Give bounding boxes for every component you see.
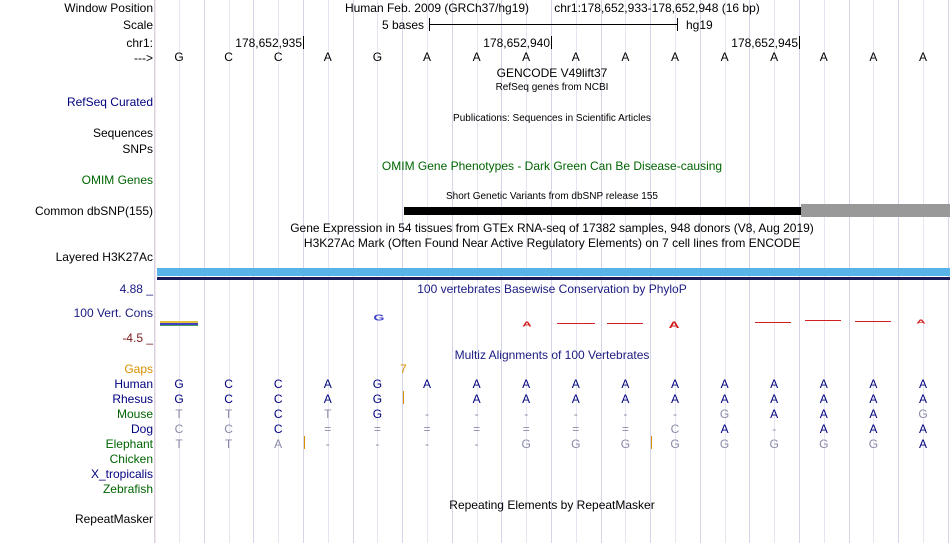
alignment-base: T: [175, 437, 183, 451]
cons-glyph-1a: [160, 321, 198, 323]
alignment-base: A: [770, 392, 779, 406]
cons-glyph-a1: A: [522, 321, 532, 329]
alignment-base: T: [175, 407, 183, 421]
omim-genes-label[interactable]: OMIM Genes: [81, 173, 153, 187]
alignment-base: A: [869, 377, 878, 391]
scale-bar: [429, 24, 678, 25]
alignment-base: A: [571, 392, 580, 406]
alignment-base: A: [770, 377, 779, 391]
species-label-human[interactable]: Human: [114, 377, 153, 391]
alignment-base: A: [274, 437, 283, 451]
reference-base: G: [372, 50, 383, 64]
reference-base: A: [571, 50, 580, 64]
alignment-base: A: [323, 377, 332, 391]
common-dbsnp-label[interactable]: Common dbSNP(155): [34, 204, 153, 218]
alignment-base: A: [819, 377, 828, 391]
alignment-base: -: [375, 437, 380, 451]
alignment-base: G: [918, 407, 928, 421]
refseq-curated-label[interactable]: RefSeq Curated: [66, 95, 153, 109]
alignment-base: A: [422, 377, 431, 391]
alignment-base: G: [670, 437, 680, 451]
reference-base: A: [670, 50, 679, 64]
alignment-base: =: [621, 422, 629, 436]
alignment-base: =: [522, 422, 530, 436]
alignment-base: A: [918, 392, 927, 406]
cons-glyph-a4: A: [668, 319, 680, 330]
repeatmasker-label[interactable]: RepeatMasker: [74, 512, 153, 526]
conservation-max-label: 4.88 _: [119, 282, 153, 296]
alignment-base: -: [573, 407, 578, 421]
h3k27ac-baseline: [157, 277, 950, 280]
strand-arrow-icon: --->: [134, 51, 153, 65]
alignment-base: A: [918, 422, 927, 436]
alignment-base: A: [522, 392, 531, 406]
scale-label: Scale: [122, 18, 153, 32]
alignment-base: G: [868, 437, 879, 451]
species-label-rhesus[interactable]: Rhesus: [112, 392, 153, 406]
reference-base: G: [174, 50, 184, 64]
alignment-base: G: [769, 437, 779, 451]
scale-right-tick: [677, 18, 678, 31]
reference-base: A: [770, 50, 779, 64]
alignment-base: -: [772, 422, 777, 436]
alignment-base: A: [819, 407, 828, 421]
scale-db-label: hg19: [686, 18, 713, 32]
alignment-base: T: [224, 407, 233, 421]
cons-glyph-1c: [160, 325, 198, 326]
gap-marker-rhesus: [403, 391, 404, 404]
alignment-base: G: [174, 377, 184, 391]
position-tick-3: [799, 36, 800, 49]
refseq-track-title[interactable]: RefSeq genes from NCBI: [495, 82, 609, 93]
cons-glyph-a6: [805, 320, 841, 321]
reference-base: A: [422, 50, 431, 64]
gtex-track-title[interactable]: Gene Expression in 54 tissues from GTEx RNA-seq of 17382 samples, 948 donors (V8, Aug 2019): [290, 221, 814, 235]
cons-glyph-a8: A: [916, 318, 926, 326]
h3k27ac-track-title[interactable]: H3K27Ac Mark (Often Found Near Active Regulatory Elements) on 7 cell lines from ENCODE: [303, 236, 801, 250]
reference-base: A: [621, 50, 630, 64]
alignment-base: C: [174, 422, 184, 436]
alignment-base: A: [323, 392, 332, 406]
reference-base: A: [472, 50, 481, 64]
alignment-base: C: [273, 392, 283, 406]
dbsnp-feature-gray[interactable]: [801, 204, 950, 217]
alignment-base: -: [524, 407, 529, 421]
reference-base: A: [869, 50, 878, 64]
position-label-3: 178,652,945: [731, 36, 798, 50]
cons-glyph-a2: [557, 323, 595, 324]
alignment-base: A: [720, 377, 729, 391]
alignment-base: G: [620, 437, 631, 451]
alignment-base: -: [623, 407, 628, 421]
window-position-label: Window Position: [64, 1, 153, 15]
omim-track-title[interactable]: OMIM Gene Phenotypes - Dark Green Can Be Disease-causing: [381, 159, 723, 173]
dbsnp-track-title[interactable]: Short Genetic Variants from dbSNP release 155: [446, 191, 658, 202]
alignment-base: C: [273, 422, 283, 436]
dbsnp-feature-black[interactable]: [404, 207, 801, 215]
position-tick-2: [551, 36, 552, 49]
assembly-label: Human Feb. 2009 (GRCh37/hg19): [344, 1, 530, 15]
cons-glyph-1b: [160, 323, 198, 325]
species-label-mouse[interactable]: Mouse: [116, 407, 153, 421]
alignment-base: =: [572, 422, 580, 436]
cons-glyph-g: G: [373, 314, 385, 323]
gap-marker-elephant-2: [651, 436, 652, 449]
alignment-base: C: [273, 377, 283, 391]
alignment-base: A: [720, 422, 729, 436]
alignment-base: G: [372, 407, 383, 421]
alignment-base: A: [819, 422, 828, 436]
h3k27ac-signal-bar: [157, 268, 950, 276]
species-label-zebrafish[interactable]: Zebrafish: [102, 482, 153, 496]
alignment-base: A: [819, 392, 828, 406]
alignment-base: G: [372, 377, 383, 391]
scale-bases-text: 5 bases: [381, 18, 425, 32]
alignment-base: G: [719, 407, 730, 421]
alignment-base: C: [224, 422, 233, 436]
multiz-track-title[interactable]: Multiz Alignments of 100 Vertebrates: [454, 348, 650, 362]
alignment-base: A: [472, 392, 481, 406]
gap-marker-elephant-1: [304, 436, 305, 449]
alignment-base: A: [720, 392, 729, 406]
alignment-base: G: [174, 392, 184, 406]
conservation-track-title[interactable]: 100 vertebrates Basewise Conservation by PhyloP: [417, 282, 687, 296]
position-label-2: 178,652,940: [483, 36, 550, 50]
alignment-base: =: [473, 422, 481, 436]
alignment-base: =: [423, 422, 431, 436]
window-range: chr1:178,652,933-178,652,948 (16 bp): [554, 1, 760, 15]
reference-base: A: [819, 50, 828, 64]
alignment-base: T: [224, 437, 233, 451]
species-label-chicken[interactable]: Chicken: [109, 452, 153, 466]
reference-base: C: [273, 50, 283, 64]
reference-base: A: [720, 50, 729, 64]
alignment-base: A: [918, 437, 927, 451]
chrom-label: chr1:: [126, 36, 153, 50]
alignment-base: A: [670, 377, 679, 391]
alignment-base: -: [325, 437, 330, 451]
alignment-base: C: [670, 422, 680, 436]
alignment-base: =: [324, 422, 332, 436]
position-label-1: 178,652,935: [235, 36, 302, 50]
alignment-base: A: [869, 407, 878, 421]
gencode-track-title[interactable]: GENCODE V49lift37: [496, 66, 608, 80]
alignment-base: A: [621, 392, 630, 406]
alignment-base: A: [770, 407, 779, 421]
alignment-base: =: [373, 422, 381, 436]
alignment-base: -: [673, 407, 677, 421]
alignment-base: A: [571, 377, 580, 391]
cons-glyph-a3: [607, 323, 643, 324]
alignment-base: G: [819, 437, 829, 451]
repeatmasker-track-title[interactable]: Repeating Elements by RepeatMasker: [449, 498, 655, 512]
reference-base: C: [224, 50, 233, 64]
layered-h3k27ac-label[interactable]: Layered H3K27Ac: [55, 250, 153, 264]
alignment-base: A: [869, 392, 878, 406]
cons-glyph-a7: [855, 321, 891, 322]
alignment-base: -: [425, 407, 429, 421]
alignment-base: G: [571, 437, 581, 451]
sequences-label[interactable]: Sequences: [92, 126, 153, 140]
alignment-base: G: [372, 392, 383, 406]
conservation-min-label: -4.5 _: [122, 331, 153, 345]
reference-base: A: [323, 50, 332, 64]
reference-base: A: [918, 50, 927, 64]
alignment-base: -: [425, 437, 429, 451]
gaps-value: 7: [400, 362, 407, 376]
alignment-base: A: [918, 377, 927, 391]
alignment-base: T: [324, 407, 332, 421]
cons-glyph-a5: [755, 322, 791, 323]
alignment-base: C: [224, 392, 233, 406]
gaps-label[interactable]: Gaps: [124, 362, 153, 376]
alignment-base: G: [719, 437, 730, 451]
reference-base: A: [522, 50, 531, 64]
species-label-x_tropicalis[interactable]: X_tropicalis: [90, 467, 153, 481]
species-label-elephant[interactable]: Elephant: [105, 437, 153, 451]
alignment-base: A: [522, 377, 531, 391]
alignment-base: -: [474, 407, 479, 421]
alignment-base: -: [474, 437, 479, 451]
snps-label[interactable]: SNPs: [122, 142, 153, 156]
alignment-base: C: [273, 407, 283, 421]
alignment-base: A: [670, 392, 679, 406]
conservation-label[interactable]: 100 Vert. Cons: [73, 306, 153, 320]
position-tick-1: [303, 36, 304, 49]
alignment-base: A: [869, 422, 878, 436]
alignment-base: A: [621, 377, 630, 391]
publications-track-title[interactable]: Publications: Sequences in Scientific Articles: [453, 113, 651, 124]
species-label-dog[interactable]: Dog: [130, 422, 153, 436]
alignment-base: C: [224, 377, 233, 391]
alignment-base: A: [472, 377, 481, 391]
conservation-glyphs: [0, 308, 950, 332]
alignment-base: G: [521, 437, 531, 451]
